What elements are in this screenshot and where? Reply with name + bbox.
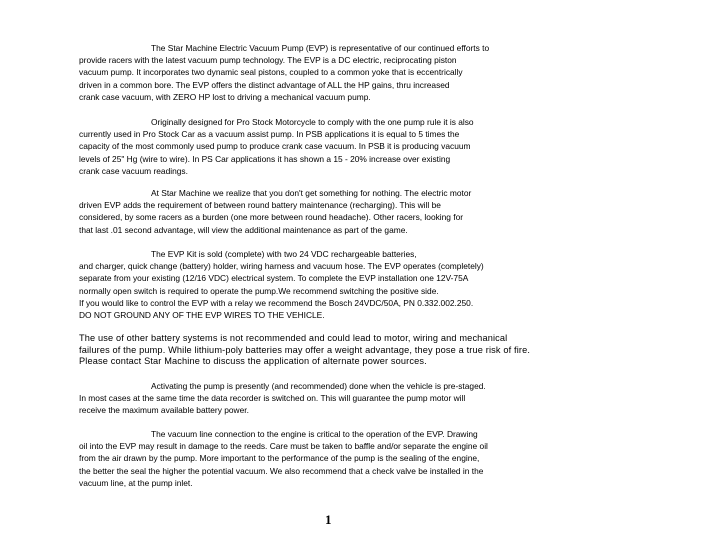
text-line: from the air drawn by the pump. More important to the performance of the pump is the sealing of the engine, (79, 453, 480, 464)
text-line: Please contact Star Machine to discuss the application of alternate power sources. (79, 356, 427, 366)
text-line: driven in a common bore. The EVP offers the distinct advantage of ALL the HP gains, thru increased (79, 79, 450, 90)
text-line: currently used in Pro Stock Car as a vacuum assist pump. In PSB applications it is equal to 5 times the (79, 129, 460, 140)
text-line: separate from your existing (12/16 VDC) electrical system. To complete the EVP installation one 12V-75A (79, 273, 469, 284)
text-line: If you would like to control the EVP with a relay we recommend the Bosch 24VDC/50A, PN 0.332.002.250. (79, 297, 474, 308)
text-line: Activating the pump is presently (and recommended) done when the vehicle is pre-staged. (151, 381, 486, 391)
text-line: levels of 25" Hg (wire to wire). In PS Car applications it has shown a 15 - 20% increase over existing (79, 153, 451, 164)
text-line: vacuum line, at the pump inlet. (79, 477, 193, 488)
text-line: Originally designed for Pro Stock Motorcycle to comply with the one pump rule it is also (151, 117, 474, 127)
text-line: provide racers with the latest vacuum pump technology. The EVP is a DC electric, reciprocating piston (79, 55, 457, 66)
text-line: The Star Machine Electric Vacuum Pump (EVP) is representative of our continued efforts to (151, 43, 490, 53)
paragraph-maintenance (79, 187, 579, 236)
text-line: the better the seal the higher the potential vacuum. We also recommend that a check valve be installed in the (79, 465, 484, 476)
paragraph-introduction (79, 42, 579, 103)
text-line: receive the maximum available battery power. (79, 405, 249, 416)
text-line: DO NOT GROUND ANY OF THE EVP WIRES TO THE VEHICLE. (79, 310, 325, 321)
text-line: At Star Machine we realize that you don't get something for nothing. The electric motor (151, 188, 472, 198)
page-number: 1 (325, 512, 332, 527)
text-line: normally open switch is required to operate the pump.We recommend switching the positive side. (79, 285, 439, 296)
text-line: The use of other battery systems is not recommended and could lead to motor, wiring and mechanical (79, 333, 508, 343)
text-line: crank case vacuum readings. (79, 165, 188, 176)
paragraph-activation (79, 380, 579, 417)
text-line: failures of the pump. While lithium-poly batteries may offer a weight advantage, they pose a true risk of fire. (79, 344, 531, 355)
paragraph-kit-contents (79, 248, 579, 321)
text-line: capacity of the most commonly used pump to produce crank case vacuum. In PSB it is producing vacuum (79, 141, 471, 152)
text-line: driven EVP adds the requirement of between round battery maintenance (recharging). This will be (79, 200, 441, 211)
text-line: vacuum pump. It incorporates two dynamic seal pistons, coupled to a common yoke that is eccentrically (79, 67, 463, 78)
paragraph-origin (79, 116, 579, 177)
text-line: and charger, quick change (battery) holder, wiring harness and vacuum hose. The EVP operates (completely) (79, 261, 484, 272)
text-line: crank case vacuum, with ZERO HP lost to driving a mechanical vacuum pump. (79, 91, 371, 102)
paragraph-vacuum-line (79, 428, 579, 489)
paragraph-battery-warning (79, 333, 579, 368)
text-line: In most cases at the same time the data recorder is switched on. This will guarantee the pump motor will (79, 393, 466, 404)
text-line: The vacuum line connection to the engine is critical to the operation of the EVP. Drawing (151, 429, 478, 439)
text-line: oil into the EVP may result in damage to the reeds. Care must be taken to baffle and/or separate the engine oil (79, 441, 488, 452)
text-line: considered, by some racers as a burden (one more between round headache). Other racers, looking for (79, 212, 464, 223)
text-line: that last .01 second advantage, will view the additional maintenance as part of the game. (79, 224, 408, 235)
text-line: The EVP Kit is sold (complete) with two 24 VDC rechargeable batteries, (151, 249, 417, 259)
